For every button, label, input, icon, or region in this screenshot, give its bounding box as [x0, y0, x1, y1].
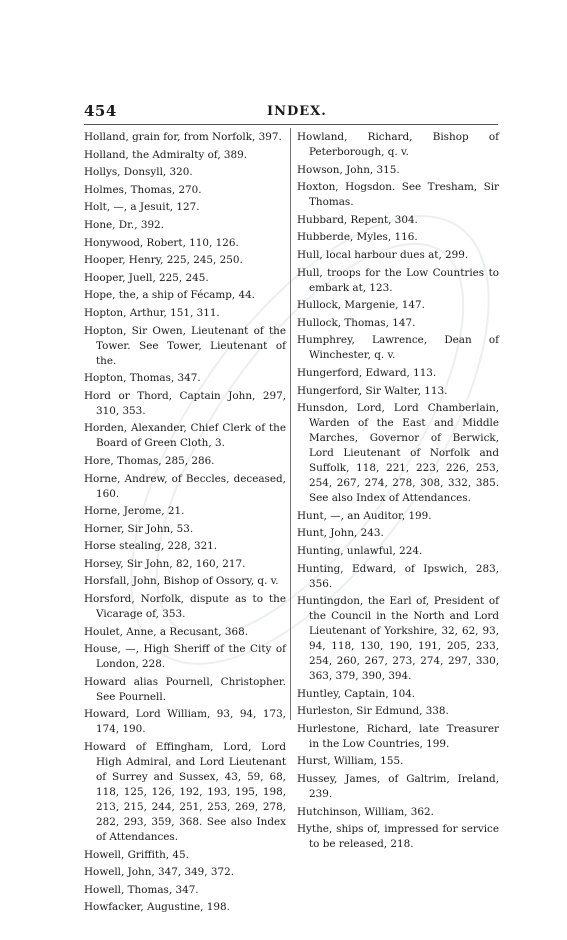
- index-entry: Hurleston, Sir Edmund, 338.: [297, 705, 449, 718]
- index-entry: Horden, Alexander, Chief Clerk of the Board of Green Cloth, 3.: [84, 422, 286, 450]
- index-entry: Horner, Sir John, 53.: [84, 522, 194, 535]
- index-entry: Hull, troops for the Low Countries to embark at, 123.: [297, 266, 499, 294]
- index-entry: Hopton, Arthur, 151, 311.: [84, 306, 220, 319]
- index-entry: Holt, —, a Jesuit, 127.: [84, 201, 200, 214]
- index-entry: Hoxton, Hogsdon. See Tresham, Sir Thomas.: [297, 181, 499, 209]
- index-entry: Horsey, Sir John, 82, 160, 217.: [84, 557, 246, 570]
- index-entry: Howson, John, 315.: [297, 163, 400, 176]
- index-entry: Hurlestone, Richard, late Treasurer in the Low Countries, 199.: [297, 722, 499, 750]
- index-entry: Huntley, Captain, 104.: [297, 687, 416, 700]
- index-entry: Hubbard, Repent, 304.: [297, 213, 418, 226]
- index-entry: Hone, Dr., 392.: [84, 218, 164, 231]
- index-entry: Hussey, James, of Galtrim, Ireland, 239.: [297, 773, 499, 801]
- index-entry: Hungerford, Edward, 113.: [297, 366, 437, 379]
- index-entry: Hollys, Donsyll, 320.: [84, 166, 193, 179]
- header-rule: [84, 124, 498, 125]
- index-entry: Hope, the, a ship of Fécamp, 44.: [84, 289, 255, 302]
- index-column-right: [297, 130, 499, 855]
- index-entry: Howell, Thomas, 347.: [84, 883, 199, 896]
- index-entry: Hungerford, Sir Walter, 113.: [297, 384, 448, 397]
- index-entry: Hurst, William, 155.: [297, 755, 404, 768]
- index-entry: Holland, grain for, from Norfolk, 397.: [84, 131, 282, 143]
- index-entry: Horsfall, John, Bishop of Ossory, q. v.: [84, 575, 279, 588]
- column-divider: [290, 128, 291, 720]
- index-entry: Hunting, unlawful, 224.: [297, 544, 423, 557]
- index-entry: Hunt, John, 243.: [297, 527, 384, 540]
- index-entry: Howfacker, Augustine, 198.: [84, 901, 230, 914]
- index-entry: Hunsdon, Lord, Lord Chamberlain, Warden of the East and Middle Marches, Governor of Berwick, Lord Lieutenant of Norfolk and Suffolk, 118, 221, 223, 226, 253, 254, 267, 274, 278, 308, 332, 385. See also Index of Attendances.: [297, 402, 499, 505]
- index-entry: Hubberde, Myles, 116.: [297, 231, 418, 244]
- index-entry: Hord or Thord, Captain John, 297, 310, 353.: [84, 389, 286, 417]
- running-head: INDEX.: [267, 104, 327, 119]
- index-entry: Hythe, ships of, impressed for service to be released, 218.: [297, 823, 499, 851]
- index-entry: Horne, Andrew, of Beccles, deceased, 160.: [84, 472, 286, 500]
- index-entry: Humphrey, Lawrence, Dean of Winchester, q. v.: [297, 334, 499, 362]
- page-number: 454: [84, 102, 117, 120]
- index-entry: Hunting, Edward, of Ipswich, 283, 356.: [297, 562, 499, 590]
- index-entry: Holmes, Thomas, 270.: [84, 183, 202, 196]
- index-entry: Horne, Jerome, 21.: [84, 505, 185, 518]
- index-entry: Hore, Thomas, 285, 286.: [84, 454, 215, 467]
- index-entry: Hooper, Henry, 225, 245, 250.: [84, 254, 243, 267]
- index-entry: Horse stealing, 228, 321.: [84, 540, 218, 553]
- index-entry: Houlet, Anne, a Recusant, 368.: [84, 625, 249, 638]
- index-entry: Honywood, Robert, 110, 126.: [84, 236, 239, 249]
- index-entry: Hopton, Sir Owen, Lieutenant of the Tower. See Tower, Lieutenant of the.: [84, 324, 286, 367]
- index-entry: Hullock, Thomas, 147.: [297, 316, 416, 329]
- index-entry: House, —, High Sheriff of the City of London, 228.: [84, 643, 286, 671]
- index-entry: Howard, Lord William, 93, 94, 173, 174, 190.: [84, 708, 286, 736]
- index-entry: Hunt, —, an Auditor, 199.: [297, 509, 432, 522]
- index-column-left: [84, 130, 286, 918]
- index-entry: Horsford, Norfolk, dispute as to the Vicarage of, 353.: [84, 593, 286, 621]
- index-entry: Howard alias Pournell, Christopher. See Pournell.: [84, 675, 286, 703]
- index-entry: Howard of Effingham, Lord, Lord High Admiral, and Lord Lieutenant of Surrey and Sussex, 43, 59, 68, 118, 125, 126, 192, 193, 195, 198, 213, 215, 244, 251, 253, 269, 278, 282, 293, 359, 368. See also Index of Attendances.: [84, 741, 286, 844]
- index-entry: Hutchinson, William, 362.: [297, 805, 434, 818]
- index-entry: Howell, John, 347, 349, 372.: [84, 866, 235, 879]
- index-entry: Howell, Griffith, 45.: [84, 848, 189, 861]
- index-entry: Hullock, Margenie, 147.: [297, 299, 425, 312]
- index-entry: Howland, Richard, Bishop of Peterborough, q. v.: [297, 131, 499, 158]
- index-entry: Hopton, Thomas, 347.: [84, 372, 201, 385]
- index-entry: Hull, local harbour dues at, 299.: [297, 248, 469, 261]
- index-entry: Huntingdon, the Earl of, President of the Council in the North and Lord Lieutenant of Yorkshire, 32, 62, 93, 94, 118, 130, 190, 191, 205, 233, 254, 260, 267, 273, 274, 297, 330, 363, 379, 390, 394.: [297, 595, 499, 683]
- index-entry: Holland, the Admiralty of, 389.: [84, 148, 248, 161]
- index-entry: Hooper, Juell, 225, 245.: [84, 271, 209, 284]
